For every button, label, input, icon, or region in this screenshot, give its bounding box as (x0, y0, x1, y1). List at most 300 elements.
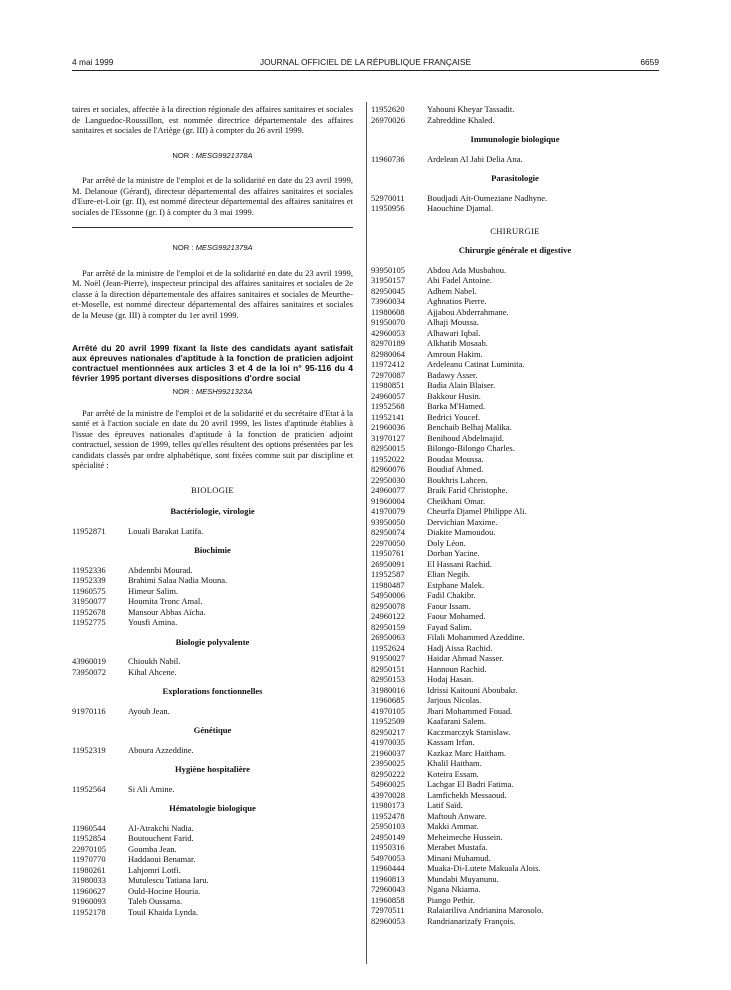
candidate-name: Ayoub Jean. (128, 705, 170, 716)
candidate-number: 31980033 (72, 875, 106, 885)
list-item (371, 853, 659, 864)
candidate-number: 72970511 (371, 905, 405, 915)
candidate-number: 11952478 (371, 810, 405, 821)
list-item (371, 779, 659, 790)
list-item (371, 538, 659, 549)
list-item (371, 548, 659, 559)
candidate-number: 11970770 (72, 854, 106, 864)
candidate-name: Kazkaz Marc Haitham. (427, 747, 507, 758)
candidate-name: Bilongo-Bilongo Charles. (427, 443, 515, 453)
list-item (371, 790, 659, 801)
candidate-name: Abdou Ada Musbahou. (427, 264, 507, 275)
list-item (371, 559, 659, 570)
candidate-number: 11960544 (72, 822, 106, 833)
list-item (72, 886, 353, 897)
candidate-number: 54960025 (371, 779, 405, 789)
list-item (371, 685, 659, 696)
candidate-name: Filali Mohammed Azeddine. (427, 632, 525, 642)
list-item (371, 821, 659, 832)
candidate-number: 26970026 (371, 114, 405, 125)
list-item (72, 706, 353, 717)
list-item (371, 527, 659, 538)
candidate-list (72, 745, 353, 756)
candidate-number: 11950316 (371, 842, 405, 852)
candidate-name: Hadj Aissa Rachid. (427, 642, 493, 653)
candidate-name: Yousfi Amina. (128, 617, 178, 627)
candidate-name: Koteira Essam. (427, 768, 479, 779)
candidate-number: 82960053 (371, 915, 405, 926)
candidate-list (371, 104, 659, 125)
list-item (371, 338, 659, 349)
list-item (72, 656, 353, 667)
candidate-number: 11980261 (72, 864, 106, 875)
candidate-name: Mundabi Muyanunu. (427, 873, 499, 884)
candidate-name: Haouchine Djamal. (427, 203, 494, 213)
arrete-title: Arrêté du 20 avril 1999 fixant la liste des candidats ayant satisfait aux épreuves nationales d'aptitude à la fonction de praticien adjoint contractuel mentionnées aux articles 3 et 4 de la loi n° 95-116 du 4 février 1995 portant diverses dispositions d'ordre social (72, 343, 353, 383)
candidate-name: Cheikhani Omar. (427, 495, 486, 506)
list-item (371, 653, 659, 664)
candidate-name: Hannoun Rachid. (427, 663, 487, 674)
nor-code: MESG9921379A (195, 243, 253, 252)
list-item (371, 863, 659, 874)
list-item (371, 758, 659, 769)
candidate-number: 11952775 (72, 617, 106, 627)
candidate-name: Estphane Malek. (427, 579, 485, 590)
candidate-number: 11952568 (371, 401, 405, 411)
nor-code: MESH9921323A (195, 387, 253, 396)
candidate-name: Benihoud Abdelmajid. (427, 432, 504, 443)
list-item (371, 286, 659, 297)
candidate-number: 11950956 (371, 203, 405, 213)
candidate-name: Kassam Irfan. (427, 737, 475, 747)
candidate-number: 82950074 (371, 527, 405, 537)
candidate-number: 11952624 (371, 642, 405, 653)
candidate-name: Taleb Oussama. (128, 896, 183, 906)
candidate-name: Abi Fadel Antoine. (427, 275, 492, 285)
candidate-number: 24960122 (371, 611, 405, 621)
list-item (371, 506, 659, 517)
list-item (371, 454, 659, 465)
candidate-list (371, 193, 659, 214)
list-item (371, 391, 659, 402)
candidate-name: Boudjadi Ait-Oumeziane Nadhyne. (427, 192, 548, 203)
header-date: 4 mai 1999 (72, 57, 114, 67)
candidate-number: 11950761 (371, 548, 405, 558)
list-item (371, 307, 659, 318)
candidate-list (72, 706, 353, 717)
candidate-number: 11952319 (72, 744, 106, 755)
candidate-number: 11980851 (371, 380, 405, 390)
candidate-name: Mansour Abbas Aïcha. (128, 606, 206, 617)
candidate-number: 82950222 (371, 768, 405, 779)
subsection-heading: Hygiène hospitalière (174, 764, 251, 774)
list-item (72, 586, 353, 597)
candidate-number: 52970011 (371, 192, 405, 203)
candidate-number: 31950077 (72, 596, 106, 606)
candidate-name: Goumba Jean. (128, 843, 177, 854)
decree-paragraph-2: Par arrêté de la ministre de l'emploi et de la solidarité en date du 23 avril 1999, M. Delanoue (Gérard), directeur départemental des affaires sanitaires et sociales d'Eure-et-Loir (gr. II), est nommé directeur départemental des affaires sanitaires et sociales de l'Essonne (gr. I) à compter du 3 mai 1999. (72, 175, 353, 217)
list-item (72, 854, 353, 865)
candidate-name: Faour Issam. (427, 600, 471, 611)
candidate-number: 91950027 (371, 653, 405, 663)
section-heading: CHIRURGIE (490, 225, 540, 236)
candidate-name: Idrissi Kaitouni Aboubakr. (427, 684, 518, 695)
candidate-name: Randrianarizafy François. (427, 915, 516, 926)
list-item (72, 896, 353, 907)
candidate-name: Haidar Ahmad Nasser. (427, 653, 504, 663)
candidate-name: Boukhris Lahcen. (427, 474, 488, 485)
candidate-number: 72960043 (371, 884, 405, 894)
list-item (371, 422, 659, 433)
list-item (371, 769, 659, 780)
candidate-name: Alkhatib Mosaab. (427, 338, 488, 348)
right-column (371, 104, 659, 926)
list-item (371, 874, 659, 885)
subsection-heading: Biologie polyvalente (175, 636, 250, 647)
list-item (72, 784, 353, 795)
candidate-name: Latif Saïd. (427, 800, 463, 810)
candidate-name: Makki Ammar. (427, 821, 479, 831)
page-header (72, 57, 659, 69)
candidate-number: 31980016 (371, 684, 405, 695)
list-item (371, 800, 659, 811)
candidate-name: Merabet Mustafa. (427, 842, 488, 852)
nor-label: NOR : (172, 387, 194, 396)
candidate-number: 22950030 (371, 474, 405, 485)
list-item (371, 695, 659, 706)
candidate-name: Boudaa Moussa. (427, 453, 484, 464)
candidate-number: 91950070 (371, 317, 405, 327)
candidate-list (371, 265, 659, 927)
list-item (371, 370, 659, 381)
header-page-number: 6659 (640, 57, 659, 67)
candidate-name: Lahjomri Lotfi. (128, 864, 181, 875)
candidate-name: Mutulescu Tatiana Iaru. (128, 875, 209, 885)
candidate-number: 24950149 (371, 831, 405, 842)
left-column (72, 104, 353, 917)
candidate-number: 91960093 (72, 896, 106, 906)
subsection-heading: Biochimie (194, 545, 231, 555)
candidate-name: Adhem Nabel. (427, 285, 477, 296)
candidate-name: Touil Khaida Lynda. (128, 906, 198, 917)
candidate-name: Si Ali Amine. (128, 783, 175, 794)
candidate-name: El Hassani Rachid. (427, 558, 492, 569)
candidate-number: 11960627 (72, 885, 106, 896)
candidate-name: Chioukh Nabil. (128, 656, 181, 666)
subsection-heading: Immunologie biologique (470, 134, 560, 144)
subsection-heading: Bactériologie, virologie (170, 506, 255, 516)
candidate-name: Amroun Hakim. (427, 348, 483, 359)
candidate-name: Houmita Tronc Amal. (128, 596, 203, 606)
candidate-list (371, 154, 659, 165)
candidate-name: Bakkour Husin. (427, 390, 481, 401)
candidate-list (72, 565, 353, 628)
candidate-name: Aghnatios Pierre. (427, 296, 487, 306)
candidate-name: Al-Atrakchi Nadia. (128, 822, 194, 833)
header-title: JOURNAL OFFICIEL DE LA RÉPUBLIQUE FRANÇAISE (259, 57, 472, 67)
candidate-number: 82950045 (371, 285, 405, 296)
candidate-name: Elian Negib. (427, 569, 470, 579)
list-item (371, 154, 659, 165)
candidate-name: Aboura Azzeddine. (128, 744, 194, 755)
candidate-name: Abdennbi Mourad. (128, 564, 193, 575)
list-item (371, 412, 659, 423)
list-item (371, 842, 659, 853)
candidate-number: 21960037 (371, 747, 405, 758)
candidate-name: Braik Farid Christophe. (427, 485, 508, 495)
list-item (371, 275, 659, 286)
list-item (371, 905, 659, 916)
candidate-number: 82950151 (371, 663, 405, 674)
candidate-name: Boutouchent Farid. (128, 833, 194, 843)
intro-paragraph: taires et sociales, affectée à la direction régionale des affaires sanitaires et sociales de Languedoc-Roussillon, est nommée directrice départementale des affaires sanitaires et sociales de l'Ariège (gr. III) à compter du 26 avril 1999. (72, 104, 353, 135)
list-item (371, 601, 659, 612)
candidate-name: Yahouni Kheyar Tassadit. (427, 104, 515, 114)
list-item (371, 464, 659, 475)
candidate-number: 11952141 (371, 411, 405, 422)
list-item (371, 433, 659, 444)
candidate-number: 11952178 (72, 906, 106, 917)
candidate-number: 82950015 (371, 443, 405, 453)
list-item (72, 617, 353, 628)
candidate-number: 11960685 (371, 695, 405, 705)
list-item (371, 622, 659, 633)
list-item (371, 193, 659, 204)
candidate-name: Bedrici Youcef. (427, 411, 481, 422)
nor-code: MESG9921378A (195, 150, 253, 160)
list-item (371, 265, 659, 276)
candidate-number: 54970053 (371, 852, 405, 863)
section-heading: BIOLOGIE (191, 484, 234, 495)
candidate-name: Alhawari Iqbal. (427, 327, 481, 338)
candidate-number: 91970116 (72, 705, 106, 716)
list-item (371, 317, 659, 328)
candidate-name: Ngana Nkiama. (427, 884, 481, 894)
candidate-number: 73950072 (72, 666, 106, 677)
subsection-heading: Génétique (193, 725, 232, 735)
list-item (371, 104, 659, 115)
candidate-name: Boudiaf Ahmed. (427, 464, 484, 474)
list-item (371, 727, 659, 738)
candidate-number: 54950006 (371, 590, 405, 600)
candidate-name: Jbari Mohammed Fouad. (427, 705, 513, 716)
candidate-number: 11980487 (371, 579, 405, 590)
candidate-number: 43970028 (371, 789, 405, 800)
candidate-name: Piango Pethir. (427, 894, 475, 905)
candidate-number: 41970079 (371, 506, 405, 516)
list-item (371, 643, 659, 654)
list-item (371, 443, 659, 454)
list-item (371, 380, 659, 391)
list-item (371, 203, 659, 214)
candidate-number: 82960076 (371, 464, 405, 474)
candidate-number: 93950105 (371, 264, 405, 275)
decree-paragraph-3: Par arrêté de la ministre de l'emploi et de la solidarité en date du 23 avril 1999, M. Noël (Jean-Pierre), inspecteur principal des affaires sanitaires et sociales de 2e classe à la direction départementale des affaires sanitaires et sociales de Meurthe-et-Moselle, est nommé directeur départemental des affaires sanitaires et sociales de la Meuse (gr. III) à compter du 1er avril 1999. (72, 267, 353, 320)
subsection-heading: Hématologie biologique (169, 803, 256, 813)
candidate-name: Brahimi Salaa Nadia Mouna. (128, 575, 228, 585)
candidate-number: 41970105 (371, 705, 405, 716)
list-item (371, 590, 659, 601)
list-item (371, 349, 659, 360)
list-item (72, 875, 353, 886)
candidate-name: Himeur Salim. (128, 585, 179, 596)
candidate-number: 11952871 (72, 525, 106, 536)
list-item (72, 865, 353, 876)
candidate-number: 22970105 (72, 843, 106, 854)
candidate-name: Benchaib Belhaj Malika. (427, 422, 512, 432)
nor-label: NOR : (172, 150, 194, 160)
list-item (371, 674, 659, 685)
list-item (72, 565, 353, 576)
candidate-name: Doly Léon. (427, 537, 466, 548)
candidate-name: Fayad Salim. (427, 621, 472, 632)
candidate-number: 21960036 (371, 422, 405, 432)
list-item (371, 401, 659, 412)
candidate-number: 72970087 (371, 369, 405, 380)
candidate-list (72, 656, 353, 677)
candidate-number: 82950153 (371, 674, 405, 684)
nor-reference-3 (72, 387, 353, 398)
list-item (371, 485, 659, 496)
candidate-number: 11952509 (371, 716, 405, 726)
list-item (371, 664, 659, 675)
candidate-number: 11952854 (72, 833, 106, 843)
subsection-heading: Explorations fonctionnelles (162, 686, 263, 696)
candidate-number: 11960575 (72, 585, 106, 596)
candidate-number: 22970050 (371, 537, 405, 548)
list-item (371, 916, 659, 927)
list-item (371, 475, 659, 486)
header-rule (72, 70, 659, 71)
list-item (371, 115, 659, 126)
list-item (72, 667, 353, 678)
candidate-name: Louali Barakat Latifa. (128, 525, 204, 536)
candidate-name: Dervichian Maxime. (427, 516, 498, 527)
candidate-name: Khalil Haitham. (427, 758, 482, 768)
subsection-heading: Chirurgie générale et digestive (458, 245, 572, 255)
candidate-number: 11952336 (72, 564, 106, 575)
candidate-number: 82950217 (371, 726, 405, 737)
candidate-number: 11960444 (371, 863, 405, 873)
candidate-name: Lamfichekh Messaoud. (427, 789, 507, 800)
nor-reference-2 (72, 243, 353, 254)
candidate-number: 25950103 (371, 821, 405, 831)
candidate-list (72, 784, 353, 795)
candidate-name: Dorban Yacine. (427, 548, 480, 558)
candidate-number: 43960019 (72, 656, 106, 666)
candidate-number: 24960057 (371, 390, 405, 401)
list-item (371, 611, 659, 622)
list-item (371, 895, 659, 906)
candidate-number: 31970127 (371, 432, 405, 443)
list-item (371, 811, 659, 822)
candidate-number: 82950078 (371, 600, 405, 611)
candidate-name: Hodaj Hasan. (427, 674, 474, 684)
candidate-name: Badawy Asser. (427, 369, 478, 380)
candidate-number: 11960813 (371, 873, 405, 884)
candidate-list (72, 526, 353, 537)
list-item (371, 580, 659, 591)
candidate-number: 23950025 (371, 758, 405, 768)
list-item (371, 569, 659, 580)
candidate-number: 82950159 (371, 621, 405, 632)
list-item (371, 328, 659, 339)
list-item (371, 716, 659, 727)
list-item (371, 832, 659, 843)
candidate-number: 82980064 (371, 348, 405, 359)
candidate-number: 73960034 (371, 296, 405, 306)
candidate-name: Ardelean Al Jabi Delia Ana. (427, 153, 523, 164)
candidate-name: Diakite Mamoudou. (427, 527, 496, 537)
candidate-number: 11952339 (72, 575, 106, 585)
candidate-name: Meheimeche Hussein. (427, 831, 503, 842)
candidate-number: 82970189 (371, 338, 405, 348)
candidate-number: 41970035 (371, 737, 405, 747)
list-item (371, 737, 659, 748)
candidate-name: Faour Mohamed. (427, 611, 486, 621)
list-item (371, 748, 659, 759)
list-item (72, 907, 353, 918)
candidate-name: Lachgar El Badri Fatima. (427, 779, 514, 789)
candidate-number: 91960004 (371, 495, 405, 506)
candidate-number: 11972412 (371, 359, 405, 369)
nor-label: NOR : (172, 243, 194, 252)
divider (72, 227, 353, 228)
list-item (371, 706, 659, 717)
candidate-number: 11980173 (371, 800, 405, 810)
candidate-name: Fadil Chakibr. (427, 590, 476, 600)
list-item (72, 526, 353, 537)
column-separator (366, 102, 367, 964)
candidate-name: Zahreddine Khaled. (427, 114, 495, 125)
candidate-number: 26950091 (371, 558, 405, 569)
candidate-name: Badia Alain Blaiser. (427, 380, 496, 390)
candidate-number: 24960077 (371, 485, 405, 495)
candidate-number: 11960858 (371, 894, 405, 905)
list-item (371, 496, 659, 507)
candidate-number: 11952678 (72, 606, 106, 617)
candidate-name: Minani Muhamud. (427, 852, 491, 863)
candidate-name: Ould-Hocine Houria. (128, 885, 201, 896)
list-item (72, 607, 353, 618)
candidate-name: Kaafarani Salem. (427, 716, 486, 726)
decree-paragraph-4: Par arrêté de la ministre de l'emploi et de la solidarité et du secrétaire d'Etat à la santé et à l'action sociale en date du 20 avril 1999, les listes d'aptitude établies à l'issue des épreuves nationales d'aptitude à la fonction de praticien adjoint contractuel, session de 1999, telles qu'elles résultent des options présentées par les candidats classés par ordre alphabétique, sont fixées comme suit par discipline et spécialité : (72, 407, 353, 470)
list-item (72, 745, 353, 756)
candidate-number: 11952564 (72, 783, 106, 794)
candidate-name: Alhaji Moussa. (427, 317, 479, 327)
list-item (72, 596, 353, 607)
candidate-number: 11980608 (371, 306, 405, 317)
candidate-number: 31950157 (371, 275, 405, 285)
candidate-number: 42960053 (371, 327, 405, 338)
list-item (72, 823, 353, 834)
nor-reference-1 (72, 151, 353, 162)
candidate-list (72, 823, 353, 918)
candidate-number: 93950050 (371, 516, 405, 527)
candidate-name: Ardeleanu Catinat Luminita. (427, 359, 525, 369)
candidate-number: 11952587 (371, 569, 405, 579)
candidate-number: 11952022 (371, 453, 405, 464)
candidate-name: Maftouh Anware. (427, 810, 487, 821)
candidate-name: Jarjous Nicolas. (427, 695, 482, 705)
candidate-name: Barka M'Hamed. (427, 401, 486, 411)
candidate-name: Cheurfa Djamel Philippe Ali. (427, 506, 527, 516)
candidate-name: Kihal Ahcene. (128, 666, 177, 677)
list-item (371, 884, 659, 895)
candidate-name: Haddaoui Benamar. (128, 854, 196, 864)
list-item (371, 296, 659, 307)
candidate-name: Muaka-Di-Lutete Makuala Alois. (427, 863, 541, 873)
